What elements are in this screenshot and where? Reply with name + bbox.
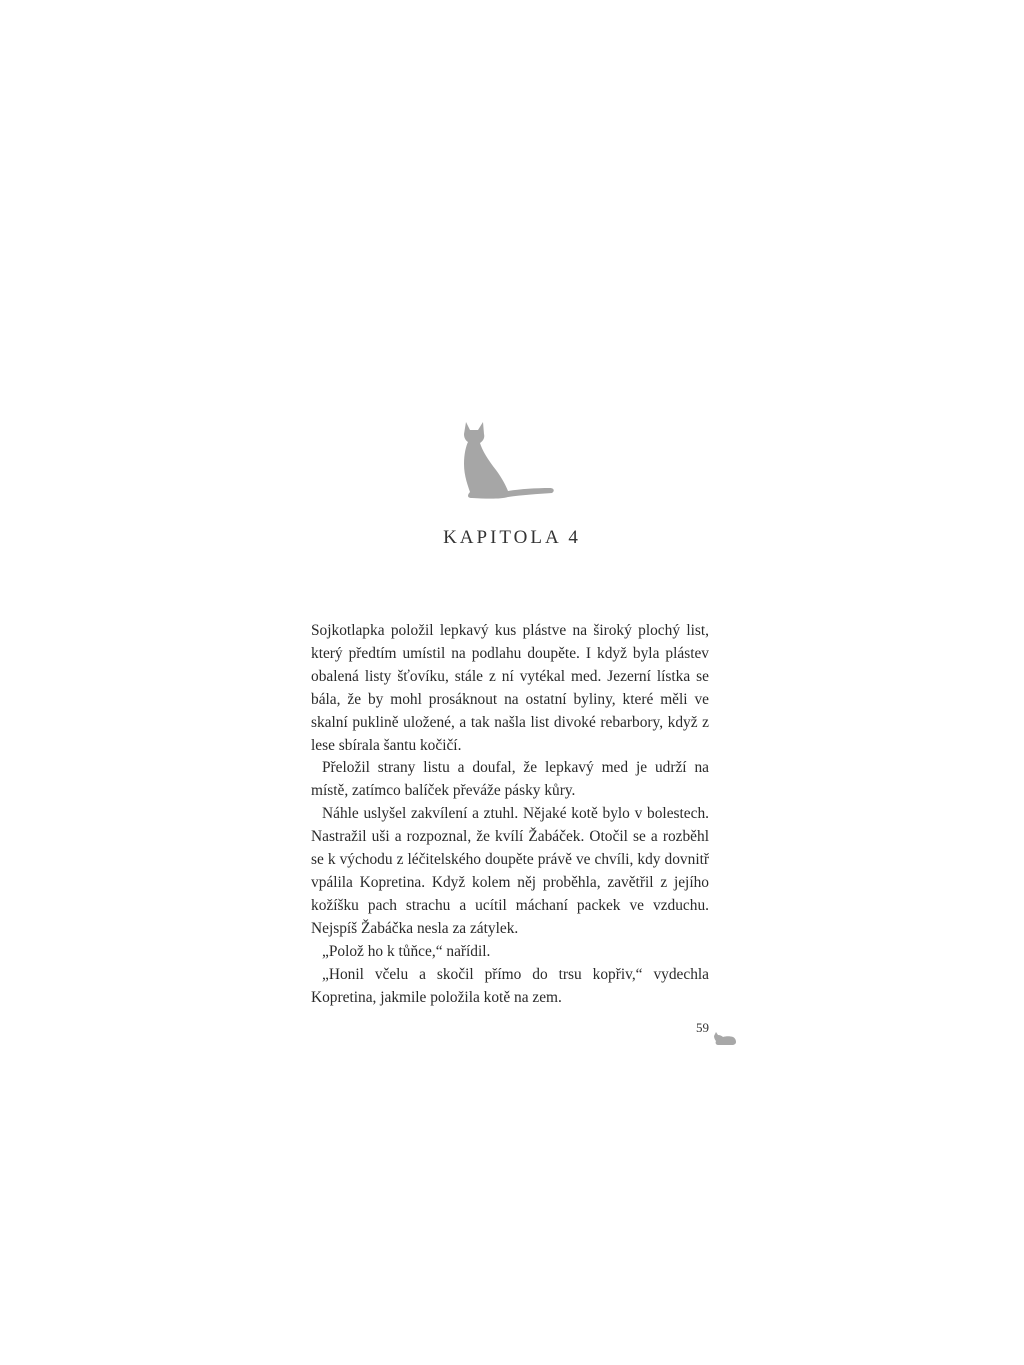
paragraph-5: „Honil včelu a skočil přímo do trsu kopřiv,“ vydechla Kopretina, jakmile položila kotě na zem. xyxy=(311,965,709,1006)
sitting-cat-icon xyxy=(458,420,558,502)
page-footer xyxy=(693,1020,743,1050)
body-text xyxy=(311,620,709,1009)
crouching-cat-icon xyxy=(713,1030,737,1046)
paragraph-1: Sojkotlapka položil lepkavý kus plástve na široký plochý list, který předtím umístil na podlahu doupěte. I když byla plástev obalená listy šťovíku, stále z ní vytékal med. Jezerní lístka se bála, že by mohl prosáknout na ostatní byliny, které měli ve skalní puklině uložené, a tak našla list divoké rebarbory, když z lese sbírala šantu kočičí. xyxy=(311,622,709,754)
paragraph-4: „Polož ho k tůňce,“ nařídil. xyxy=(322,942,491,960)
paragraph-3: Náhle uslyšel zakvílení a ztuhl. Nějaké kotě bylo v bolestech. Nastražil uši a rozpoznal, že kvílí Žabáček. Otočil se a rozběhl se k východu z léčitelského doupěte právě ve chvíli, kdy dovnitř vpálila Kopretina. Když kolem něj proběhla, zavětřil z jejího kožíšku pach strachu a ucítil máchaní packek ve vzduchu. Nejspíš Žabáčka nesla za zátylek. xyxy=(311,805,709,937)
paragraph-2: Přeložil strany listu a doufal, že lepkavý med je udrží na místě, zatímco balíček převáže pásky kůry. xyxy=(311,759,709,800)
chapter-title: KAPITOLA 4 xyxy=(443,527,581,548)
page-number: 59 xyxy=(696,1020,709,1035)
